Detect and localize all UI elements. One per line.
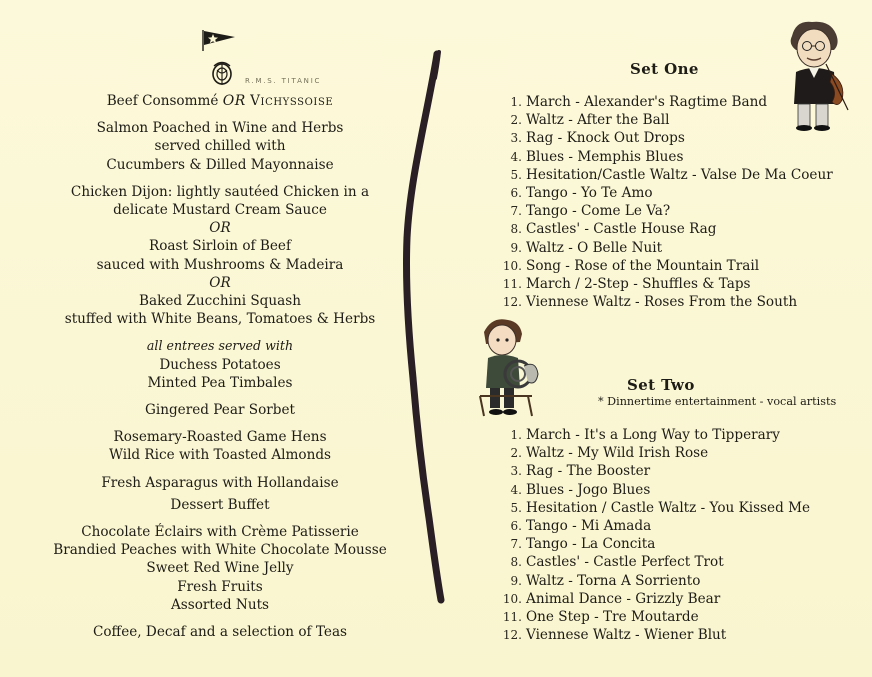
vegetable: Fresh Asparagus with Hollandaise xyxy=(101,474,339,491)
divider-stroke xyxy=(395,48,465,608)
horn-player-caricature-icon xyxy=(474,316,544,420)
white-star-flag-icon xyxy=(201,29,237,51)
list-item: 11 . One Step - Tre Moutarde xyxy=(496,608,810,626)
set-two-note: * Dinnertime entertainment - vocal artists xyxy=(598,395,837,408)
monogram-crest-icon xyxy=(208,60,238,86)
list-item: 12 . Viennese Waltz - Roses From the South xyxy=(496,293,833,311)
dessert-header: Dessert Buffet xyxy=(170,496,270,513)
dessert-3: Sweet Red Wine Jelly xyxy=(146,560,294,577)
entree2-line-1: Roast Sirloin of Beef xyxy=(148,238,292,255)
set-one-title: Set One xyxy=(630,60,699,78)
entree2-line-2: sauced with Mushrooms & Madeira xyxy=(96,256,344,273)
side-2: Minted Pea Timbales xyxy=(147,374,293,391)
dessert-4: Fresh Fruits xyxy=(177,578,263,595)
game-line-2: Wild Rice with Toasted Almonds xyxy=(108,447,331,464)
list-item: 8 . Castles' - Castle House Rag xyxy=(496,220,833,238)
list-item: 5 . Hesitation / Castle Waltz - You Kissed Me xyxy=(496,499,810,517)
game-line-1: Rosemary-Roasted Game Hens xyxy=(113,429,327,446)
list-item: 10 . Song - Rose of the Mountain Trail xyxy=(496,257,833,275)
list-item: 3 . Rag - Knock Out Drops xyxy=(496,129,833,147)
list-item: 6 . Tango - Mi Amada xyxy=(496,517,810,535)
fish-line-3: Cucumbers & Dilled Mayonnaise xyxy=(106,156,334,173)
coffee: Coffee, Decaf and a selection of Teas xyxy=(92,624,348,641)
list-item: 5 . Hesitation/Castle Waltz - Valse De Ma Coeur xyxy=(496,166,833,184)
list-item: 9 . Waltz - O Belle Nuit xyxy=(496,239,833,257)
soup-course xyxy=(30,92,410,110)
set-one-list xyxy=(496,93,833,311)
soup-second: Vichyssoise xyxy=(250,93,334,109)
entree1-line-1: Chicken Dijon: lightly sautéed Chicken in a xyxy=(70,183,370,200)
dessert-2: Brandied Peaches with White Chocolate Mousse xyxy=(53,542,387,559)
soup-or: OR xyxy=(222,93,246,109)
list-item: 7 . Tango - Come Le Va? xyxy=(496,202,833,220)
dessert-5: Assorted Nuts xyxy=(170,596,270,613)
dessert-1: Chocolate Éclairs with Crème Patisserie xyxy=(81,524,359,541)
entree3-line-2: stuffed with White Beans, Tomatoes & Herbs xyxy=(64,311,376,328)
list-item: 3 . Rag - The Booster xyxy=(496,462,810,480)
list-item: 4 . Blues - Jogo Blues xyxy=(496,481,810,499)
list-item: 9 . Waltz - Torna A Sorriento xyxy=(496,572,810,590)
list-item: 4 . Blues - Memphis Blues xyxy=(496,148,833,166)
list-item: 2 . Waltz - After the Ball xyxy=(496,111,833,129)
fish-line-2: served chilled with xyxy=(154,138,286,155)
dinner-menu xyxy=(30,92,410,641)
ship-label: R.M.S. TITANIC xyxy=(245,77,322,85)
or-divider-2: OR xyxy=(209,274,231,291)
list-item: 6 . Tango - Yo Te Amo xyxy=(496,184,833,202)
list-item: 1 . March - Alexander's Ragtime Band xyxy=(496,93,833,111)
list-item: 11 . March / 2-Step - Shuffles & Taps xyxy=(496,275,833,293)
soup-first: Beef Consommé xyxy=(106,93,219,109)
set-two-title: Set Two xyxy=(627,376,695,394)
list-item: 10 . Animal Dance - Grizzly Bear xyxy=(496,590,810,608)
list-item: 7 . Tango - La Concita xyxy=(496,535,810,553)
list-item: 1 . March - It's a Long Way to Tipperary xyxy=(496,426,810,444)
fish-line-1: Salmon Poached in Wine and Herbs xyxy=(96,120,344,137)
list-item: 12 . Viennese Waltz - Wiener Blut xyxy=(496,626,810,644)
side-1: Duchess Potatoes xyxy=(159,356,281,373)
list-item: 2 . Waltz - My Wild Irish Rose xyxy=(496,444,810,462)
sides-intro: all entrees served with xyxy=(146,338,294,354)
entree1-line-2: delicate Mustard Cream Sauce xyxy=(113,202,327,219)
or-divider-1: OR xyxy=(209,220,231,237)
set-two-list xyxy=(496,426,810,644)
list-item: 8 . Castles' - Castle Perfect Trot xyxy=(496,553,810,571)
sorbet: Gingered Pear Sorbet xyxy=(145,402,295,419)
entree3-line-1: Baked Zucchini Squash xyxy=(139,293,301,310)
